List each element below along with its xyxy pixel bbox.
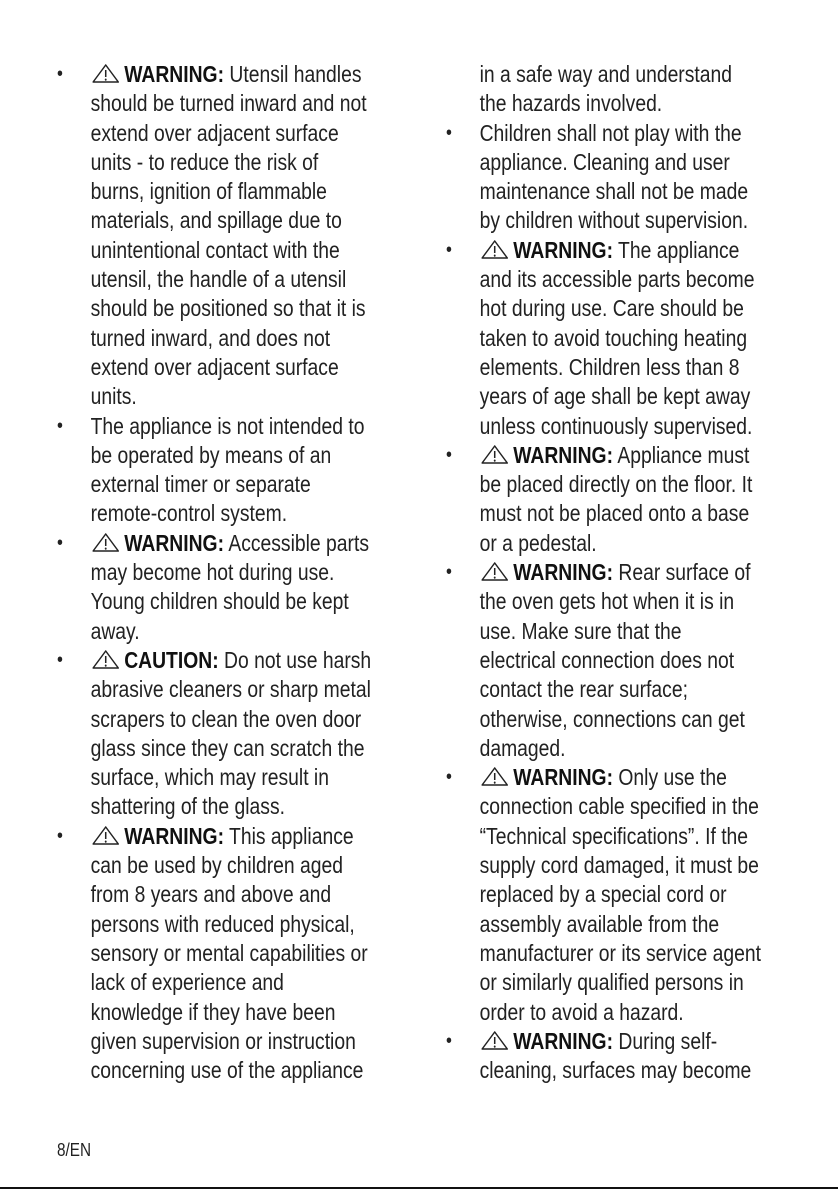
text-line xyxy=(57,617,351,646)
text-line xyxy=(57,558,351,587)
line-text: units - to reduce the risk of xyxy=(90,148,319,175)
warning-keyword: WARNING: xyxy=(124,61,225,87)
line-text: years of age shall be kept away xyxy=(479,383,751,410)
line-text: electrical connection does not xyxy=(479,646,735,673)
text-line xyxy=(57,1027,356,1056)
line-text: should be turned inward and not xyxy=(90,90,367,117)
bullet-line xyxy=(57,646,372,675)
text-line xyxy=(57,236,351,265)
text-line xyxy=(57,734,365,763)
bullet-line xyxy=(446,236,740,265)
text-line xyxy=(446,382,751,411)
line-text: taken to avoid touching heating xyxy=(479,324,748,351)
line-text: assembly available from the xyxy=(479,910,720,937)
line-text: manufacturer or its service agent xyxy=(479,939,761,966)
text-line xyxy=(446,324,748,353)
warning-triangle-icon xyxy=(480,238,510,260)
line-text: hot during use. Care should be xyxy=(479,295,744,322)
warning-triangle-icon xyxy=(91,62,121,84)
line-text: units. xyxy=(90,383,137,410)
bullet-line xyxy=(57,822,354,851)
bullet-line xyxy=(57,529,369,558)
line-text: persons with reduced physical, xyxy=(90,910,355,937)
warning-triangle-icon xyxy=(91,824,121,846)
line-text: abrasive cleaners or sharp metal xyxy=(90,676,371,703)
line-text: Children shall not play with the xyxy=(479,119,742,146)
text-line xyxy=(57,1056,364,1085)
text-line xyxy=(446,822,749,851)
line-text: Young children should be kept xyxy=(90,588,349,615)
line-text: may become hot during use. xyxy=(90,559,335,586)
text-line xyxy=(446,998,740,1027)
text-line xyxy=(57,294,366,323)
line-text: contact the rear surface; xyxy=(479,676,688,703)
text-line xyxy=(57,968,351,997)
line-text: utensil, the handle of a utensil xyxy=(90,266,347,293)
line-text: sensory or mental capabilities or xyxy=(90,939,368,966)
warning-keyword: WARNING: xyxy=(513,441,614,468)
line-text: Only use the xyxy=(618,764,727,791)
line-text: in a safe way and understand xyxy=(479,61,733,87)
line-text: should be positioned so that it is xyxy=(90,295,366,322)
text-line xyxy=(446,294,744,323)
bullet-icon: • xyxy=(446,766,452,789)
text-line xyxy=(57,792,351,821)
line-text: must not be placed onto a base xyxy=(479,500,750,527)
warning-keyword: CAUTION: xyxy=(124,646,219,673)
line-text: scrapers to clean the oven door xyxy=(90,705,362,732)
line-text: maintenance shall not be made xyxy=(479,178,749,205)
text-line xyxy=(446,734,740,763)
text-line xyxy=(57,206,351,235)
bullet-icon: • xyxy=(57,824,63,847)
bottom-rule xyxy=(0,1187,838,1189)
line-text: concerning use of the appliance xyxy=(90,1057,364,1084)
text-line xyxy=(57,382,351,411)
line-text: damaged. xyxy=(479,734,566,761)
text-line xyxy=(446,353,740,382)
line-text: away. xyxy=(90,617,140,644)
bullet-icon: • xyxy=(446,238,452,261)
line-text: elements. Children less than 8 xyxy=(479,353,740,380)
line-text: be operated by means of an xyxy=(90,441,332,468)
text-line xyxy=(446,675,740,704)
bullet-icon: • xyxy=(57,414,63,437)
text-line xyxy=(57,265,351,294)
right-column xyxy=(446,60,796,1085)
text-line xyxy=(57,880,351,909)
line-text: Appliance must xyxy=(617,441,750,468)
warning-triangle-icon xyxy=(91,531,121,553)
line-text: appliance. Cleaning and user xyxy=(479,148,730,175)
line-text: lack of experience and xyxy=(90,969,284,996)
line-text: Do not use harsh xyxy=(224,646,372,673)
line-text: replaced by a special cord or xyxy=(479,881,727,908)
warning-triangle-icon xyxy=(480,443,510,465)
text-line xyxy=(57,939,368,968)
line-text: and its accessible parts become xyxy=(479,266,755,293)
line-text: remote-control system. xyxy=(90,500,288,527)
text-line xyxy=(446,206,749,235)
bullet-line xyxy=(446,441,750,470)
text-line xyxy=(57,177,351,206)
line-text: use. Make sure that the xyxy=(479,617,682,644)
text-line xyxy=(57,998,351,1027)
bullet-icon: • xyxy=(446,1029,452,1052)
warning-triangle-icon xyxy=(91,648,121,670)
bullet-line xyxy=(446,119,740,148)
text-line xyxy=(57,89,367,118)
line-text: cleaning, surfaces may become xyxy=(479,1057,752,1084)
bullet-line xyxy=(57,60,362,89)
line-text: During self- xyxy=(618,1027,718,1054)
line-text: Accessible parts xyxy=(228,529,369,556)
bullet-icon: • xyxy=(57,531,63,554)
line-text: extend over adjacent surface xyxy=(90,353,339,380)
text-line xyxy=(446,177,749,206)
bullet-icon: • xyxy=(57,63,63,85)
text-line xyxy=(57,470,351,499)
line-text: The appliance is not intended to xyxy=(90,412,365,439)
warning-keyword: WARNING: xyxy=(124,529,225,556)
line-text: or similarly qualified persons in xyxy=(479,969,744,996)
warning-keyword: WARNING: xyxy=(513,236,614,263)
text-line xyxy=(446,412,753,441)
text-line xyxy=(57,499,351,528)
warning-keyword: WARNING: xyxy=(124,822,225,849)
line-text: from 8 years and above and xyxy=(90,881,332,908)
line-text: The appliance xyxy=(618,236,740,263)
bullet-line xyxy=(57,412,365,441)
text-line xyxy=(446,910,740,939)
line-text: external timer or separate xyxy=(90,471,311,498)
warning-triangle-icon xyxy=(480,765,510,787)
bullet-line xyxy=(446,1027,740,1056)
text-line xyxy=(446,617,740,646)
bullet-line xyxy=(446,558,751,587)
line-text: or a pedestal. xyxy=(479,529,597,556)
line-text: burns, ignition of flammable xyxy=(90,178,327,205)
text-line xyxy=(57,763,351,792)
bullet-line xyxy=(446,763,740,792)
text-line xyxy=(57,119,351,148)
text-line xyxy=(57,910,355,939)
text-line xyxy=(446,851,759,880)
line-text: knowledge if they have been xyxy=(90,998,336,1025)
warning-triangle-icon xyxy=(480,560,510,582)
text-line xyxy=(57,353,351,382)
line-text: the hazards involved. xyxy=(479,90,663,117)
line-text: glass since they can scratch the xyxy=(90,734,365,761)
bullet-icon: • xyxy=(446,561,452,584)
line-text: “Technical specifications”. If the xyxy=(479,822,749,849)
page-number: 8/EN xyxy=(57,1140,92,1160)
text-line xyxy=(57,705,362,734)
line-text: order to avoid a hazard. xyxy=(479,998,684,1025)
text-line xyxy=(446,265,755,294)
line-text: extend over adjacent surface xyxy=(90,119,339,146)
line-text: surface, which may result in xyxy=(90,764,329,791)
text-line xyxy=(57,851,351,880)
text-line xyxy=(446,89,740,118)
line-text: Utensil handles xyxy=(229,61,362,87)
text-line xyxy=(446,148,740,177)
text-line xyxy=(57,324,351,353)
text-line xyxy=(446,705,745,734)
line-text: materials, and spillage due to xyxy=(90,207,342,234)
line-text: the oven gets hot when it is in xyxy=(479,588,735,615)
warning-keyword: WARNING: xyxy=(513,764,614,791)
text-line xyxy=(446,792,759,821)
line-text: given supervision or instruction xyxy=(90,1027,356,1054)
line-text: otherwise, connections can get xyxy=(479,705,745,732)
line-text: connection cable specified in the xyxy=(479,793,759,820)
text-line xyxy=(57,587,351,616)
line-text: be placed directly on the floor. It xyxy=(479,471,753,498)
line-text: can be used by children aged xyxy=(90,852,344,879)
text-line xyxy=(57,675,371,704)
text-line xyxy=(446,1056,752,1085)
text-line xyxy=(446,499,750,528)
text-line xyxy=(57,148,351,177)
line-text: supply cord damaged, it must be xyxy=(479,852,759,879)
text-line xyxy=(446,646,740,675)
line-text: Rear surface of xyxy=(618,559,751,586)
line-text: unless continuously supervised. xyxy=(479,412,753,439)
text-line xyxy=(446,60,740,89)
bullet-icon: • xyxy=(446,443,452,466)
warning-keyword: WARNING: xyxy=(513,559,614,586)
line-text: This appliance xyxy=(229,822,354,849)
bullet-icon: • xyxy=(57,648,63,671)
text-line xyxy=(446,470,753,499)
line-text: shattering of the glass. xyxy=(90,793,285,820)
line-text: unintentional contact with the xyxy=(90,236,340,263)
line-text: turned inward, and does not xyxy=(90,324,331,351)
text-line xyxy=(446,529,740,558)
line-text: by children without supervision. xyxy=(479,207,749,234)
warning-triangle-icon xyxy=(480,1029,510,1051)
text-line xyxy=(57,441,351,470)
left-column xyxy=(57,60,407,1085)
text-line xyxy=(446,939,761,968)
text-line xyxy=(446,880,740,909)
warning-keyword: WARNING: xyxy=(513,1027,614,1054)
text-line xyxy=(446,587,740,616)
bullet-icon: • xyxy=(446,121,452,144)
text-line xyxy=(446,968,744,997)
